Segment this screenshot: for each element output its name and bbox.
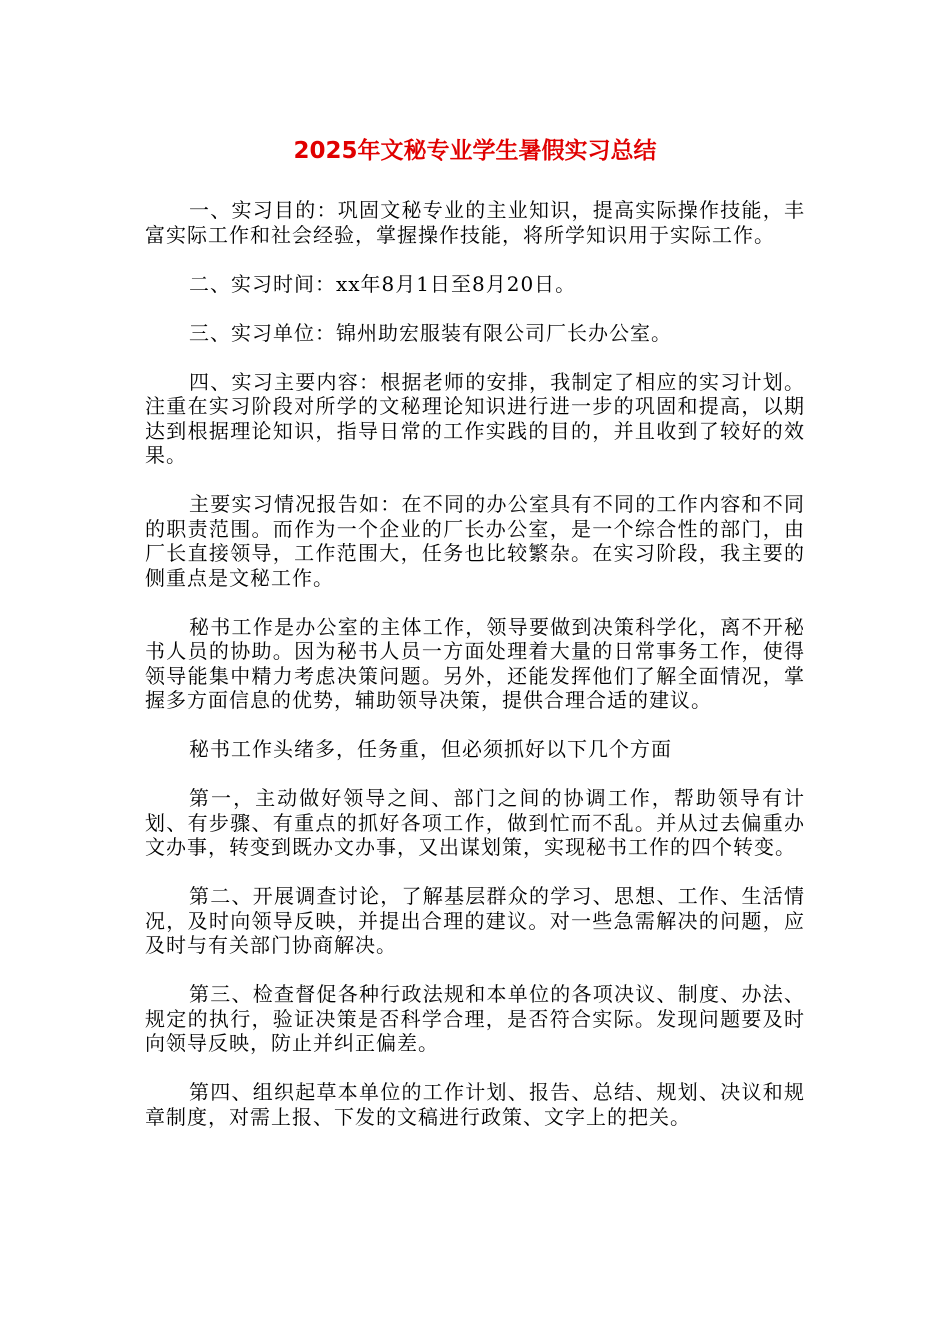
paragraph-unit: 三、实习单位：锦州助宏服装有限公司厂长办公室。 bbox=[189, 320, 672, 345]
paragraph-fourth: 第四、组织起草本单位的工作计划、报告、总结、规划、决议和规章制度，对需上报、下发的文稿进行政策、文字上的把关。 bbox=[145, 1080, 805, 1129]
paragraph-secretary-work: 秘书工作是办公室的主体工作，领导要做到决策科学化，离不开秘书人员的协助。因为秘书人员一方面处理着大量的日常事务工作，使得领导能集中精力考虑决策问题。另外，还能发挥他们了解全面情况，掌握多方面信息的优势，辅助领导决策，提供合理合适的建议。 bbox=[145, 614, 805, 712]
paragraph-content: 四、实习主要内容：根据老师的安排，我制定了相应的实习计划。注重在实习阶段对所学的文秘理论知识进行进一步的巩固和提高，以期达到根据理论知识，指导日常的工作实践的目的，并且收到了较好的效果。 bbox=[145, 369, 805, 467]
document-body bbox=[145, 198, 805, 1154]
paragraph-aspects-intro: 秘书工作头绪多，任务重，但必须抓好以下几个方面 bbox=[189, 737, 672, 761]
paragraph-time: 二、实习时间：xx年8月1日至8月20日。 bbox=[189, 271, 577, 296]
paragraph-report: 主要实习情况报告如：在不同的办公室具有不同的工作内容和不同的职责范围。而作为一个企业的厂长办公室，是一个综合性的部门，由厂长直接领导，工作范围大，任务也比较繁杂。在实习阶段，我主要的侧重点是文秘工作。 bbox=[145, 492, 805, 590]
paragraph-first: 第一，主动做好领导之间、部门之间的协调工作，帮助领导有计划、有步骤、有重点的抓好各项工作，做到忙而不乱。并从过去偏重办文办事，转变到既办文办事，又出谋划策，实现秘书工作的四个转变。 bbox=[145, 786, 805, 859]
paragraph-third: 第三、检查督促各种行政法规和本单位的各项决议、制度、办法、规定的执行，验证决策是否科学合理，是否符合实际。发现问题要及时向领导反映，防止并纠正偏差。 bbox=[145, 982, 805, 1055]
document-title: 2025年文秘专业学生暑假实习总结 bbox=[293, 138, 657, 164]
paragraph-second: 第二、开展调查讨论，了解基层群众的学习、思想、工作、生活情况，及时向领导反映，并提出合理的建议。对一些急需解决的问题，应及时与有关部门协商解决。 bbox=[145, 884, 805, 957]
paragraph-purpose: 一、实习目的：巩固文秘专业的主业知识，提高实际操作技能，丰富实际工作和社会经验，掌握操作技能，将所学知识用于实际工作。 bbox=[145, 198, 805, 247]
